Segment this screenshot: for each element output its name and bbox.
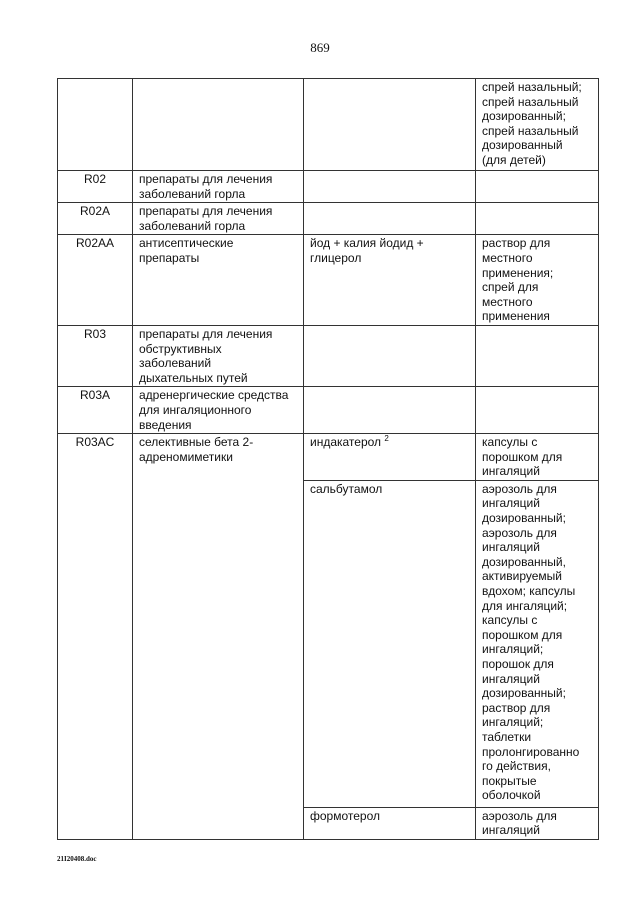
form-line: спрей назальный; (482, 80, 582, 94)
group-line: препараты для лечения (139, 172, 273, 186)
form-line: дозированный (482, 138, 563, 153)
form-line: порошок для (482, 657, 554, 671)
group-line: заболеваний горла (139, 186, 246, 201)
substance-cell (304, 434, 476, 481)
footnote-marker: 2 (384, 434, 389, 444)
form-line: раствор для (482, 700, 551, 715)
form-line: спрей для (482, 280, 539, 295)
forms-cell (476, 434, 599, 481)
group-cell (133, 79, 304, 171)
group-cell (133, 171, 304, 203)
form-line: активируемый (482, 569, 562, 584)
group-cell (133, 434, 304, 840)
substance-line: глицерол (310, 250, 362, 265)
forms-cell (476, 235, 599, 326)
atc-code-cell (58, 79, 133, 171)
forms-cell (476, 171, 599, 203)
form-line: местного (482, 294, 533, 309)
table-row (58, 171, 599, 203)
table-row (58, 235, 599, 326)
atc-code-cell: R02A (58, 203, 133, 235)
substance-cell: формотерол (304, 807, 476, 839)
atc-code-cell: R03A (58, 387, 133, 434)
form-line: местного (482, 250, 533, 265)
group-line: заболеваний (139, 356, 212, 371)
form-line: го действия, (482, 759, 551, 774)
atc-code-cell: R03 (58, 325, 133, 386)
form-line: оболочкой (482, 788, 541, 803)
atc-code-cell: R03AC (58, 434, 133, 840)
table-row (58, 387, 599, 434)
form-line: ингаляций; (482, 715, 544, 730)
group-line: селективные бета 2- (139, 435, 254, 450)
form-line: ингаляций; (482, 642, 544, 657)
form-line: аэрозоль для (482, 481, 557, 496)
form-line: пролонгированно (482, 744, 580, 759)
form-line: дозированный; (482, 511, 566, 526)
group-line: обструктивных (139, 341, 222, 356)
group-cell (133, 387, 304, 434)
table-row (58, 434, 599, 481)
atc-code-cell: R02 (58, 171, 133, 203)
table-row (58, 79, 599, 171)
group-cell (133, 203, 304, 235)
group-line: введения (139, 417, 192, 432)
form-line: дозированный; (482, 109, 566, 124)
form-line: вдохом; капсулы (482, 584, 576, 599)
group-cell (133, 235, 304, 326)
substance-cell (304, 325, 476, 386)
form-line: капсулы с (482, 435, 538, 450)
group-line: препараты (139, 250, 200, 265)
group-cell (133, 325, 304, 386)
group-line: антисептические (139, 236, 234, 251)
group-line: адренергические средства (139, 388, 289, 403)
substance-cell (304, 235, 476, 326)
form-line: аэрозоль для (482, 525, 557, 540)
form-line: дозированный; (482, 686, 566, 701)
form-line: порошком для (482, 449, 563, 464)
substance-cell (304, 79, 476, 171)
form-line: ингаляций (482, 496, 540, 511)
form-line: порошком для (482, 627, 563, 642)
table-row (58, 325, 599, 386)
form-line: таблетки (482, 729, 532, 744)
substance-cell (304, 171, 476, 203)
forms-cell (476, 79, 599, 171)
forms-cell (476, 387, 599, 434)
forms-cell (476, 325, 599, 386)
form-line: (для детей) (482, 152, 546, 167)
substance-cell: сальбутамол (304, 480, 476, 807)
form-line: ингаляций (482, 823, 540, 838)
group-line: адреномиметики (139, 449, 233, 464)
group-line: дыхательных путей (139, 370, 248, 385)
forms-cell (476, 807, 599, 839)
form-line: спрей назальный (482, 123, 579, 138)
group-line: препараты для лечения (139, 326, 273, 341)
form-line: спрей назальный (482, 94, 579, 109)
forms-cell (476, 480, 599, 807)
group-line: заболеваний горла (139, 218, 246, 233)
form-line: ингаляций (482, 464, 540, 479)
forms-cell (476, 203, 599, 235)
form-line: для ингаляций; (482, 598, 568, 613)
document-footer: 21I20408.doc (57, 855, 97, 863)
form-line: ингаляций (482, 540, 540, 555)
form-line: капсулы с (482, 613, 538, 628)
substance-cell (304, 203, 476, 235)
form-line: дозированный, (482, 554, 566, 569)
substance-name: индакатерол (310, 435, 382, 450)
form-line: ингаляций (482, 671, 540, 686)
substance-line: йод + калия йодид + (310, 236, 424, 251)
page-number: 869 (310, 40, 330, 55)
substance-cell (304, 387, 476, 434)
form-line: аэрозоль для (482, 808, 557, 823)
group-line: для ингаляционного (139, 402, 252, 417)
form-line: применения (482, 309, 550, 324)
form-line: раствор для (482, 236, 551, 251)
form-line: применения; (482, 265, 554, 280)
form-line: покрытые (482, 773, 537, 788)
atc-code-cell: R02AA (58, 235, 133, 326)
table-row (58, 203, 599, 235)
drug-table (57, 78, 599, 840)
group-line: препараты для лечения (139, 204, 273, 219)
